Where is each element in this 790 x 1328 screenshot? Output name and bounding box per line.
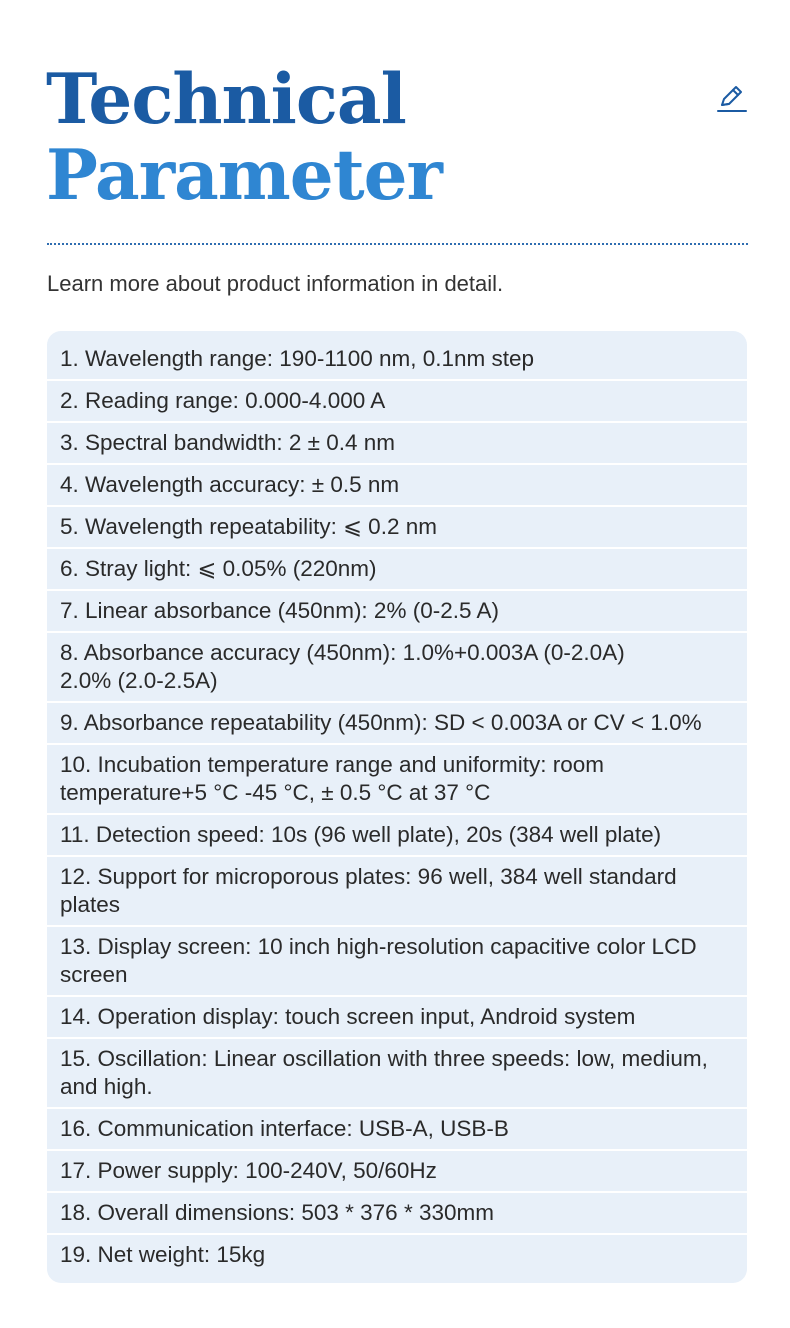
- spec-item: 4. Wavelength accuracy: ± 0.5 nm: [47, 465, 747, 507]
- page-title: [46, 59, 442, 216]
- spec-item: 7. Linear absorbance (450nm): 2% (0-2.5 A): [47, 591, 747, 633]
- title-line-1: Technical: [46, 59, 406, 140]
- spec-item: 14. Operation display: touch screen input, Android system: [47, 997, 747, 1039]
- spec-item: 2. Reading range: 0.000-4.000 A: [47, 381, 747, 423]
- spec-item: 11. Detection speed: 10s (96 well plate), 20s (384 well plate): [47, 815, 747, 857]
- spec-item: 1. Wavelength range: 190-1100 nm, 0.1nm step: [47, 339, 747, 381]
- subtitle-text: Learn more about product information in detail.: [47, 271, 504, 296]
- spec-item: 10. Incubation temperature range and uniformity: room temperature+5 °C -45 °C, ± 0.5 °C at 37 °C: [47, 745, 747, 815]
- spec-item: 5. Wavelength repeatability: ⩽ 0.2 nm: [47, 507, 747, 549]
- spec-list: [47, 331, 747, 1283]
- spec-item: 8. Absorbance accuracy (450nm): 1.0%+0.003A (0-2.0A) 2.0% (2.0-2.5A): [47, 633, 747, 703]
- spec-item: 15. Oscillation: Linear oscillation with three speeds: low, medium, and high.: [47, 1039, 747, 1109]
- spec-item: 12. Support for microporous plates: 96 well, 384 well standard plates: [47, 857, 747, 927]
- spec-item: 6. Stray light: ⩽ 0.05% (220nm): [47, 549, 747, 591]
- spec-item: 3. Spectral bandwidth: 2 ± 0.4 nm: [47, 423, 747, 465]
- spec-item: 19. Net weight: 15kg: [60, 1242, 266, 1267]
- spec-item: 18. Overall dimensions: 503 * 376 * 330mm: [47, 1193, 747, 1235]
- spec-item: 17. Power supply: 100-240V, 50/60Hz: [47, 1151, 747, 1193]
- spec-item: 9. Absorbance repeatability (450nm): SD < 0.003A or CV < 1.0%: [47, 703, 747, 745]
- pencil-edit-icon[interactable]: [716, 82, 748, 114]
- title-line-2: Parameter: [46, 135, 442, 216]
- spec-item: 13. Display screen: 10 inch high-resolution capacitive color LCD screen: [47, 927, 747, 997]
- spec-item: 16. Communication interface: USB-A, USB-B: [47, 1109, 747, 1151]
- dotted-divider: [47, 243, 748, 245]
